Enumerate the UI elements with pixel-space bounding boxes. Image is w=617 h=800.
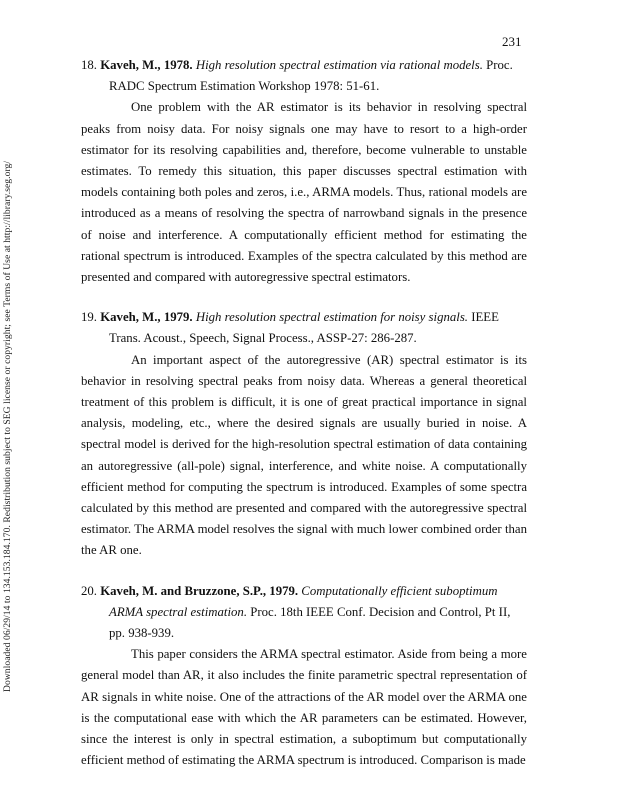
entry-source: Proc. 18th IEEE Conf. Decision and Control, Pt II, pp. 938-939. xyxy=(109,604,511,641)
citation xyxy=(81,307,527,349)
entry-number: 20. xyxy=(81,583,97,598)
entry-source: IEEE Trans. Acoust., Speech, Signal Process., ASSP-27: 286-287. xyxy=(109,310,499,346)
entry-authors: Kaveh, M., 1979. xyxy=(100,310,193,325)
entry-title: Computationally efficient suboptimum ARMA spectral estimation. xyxy=(109,583,498,619)
page-number: 231 xyxy=(502,34,522,49)
bibliography-entry-19 xyxy=(81,307,527,561)
citation xyxy=(81,581,527,645)
bibliography-entry-18 xyxy=(81,55,527,288)
entry-abstract: This paper considers the ARMA spectral estimator. Aside from being a more general model than AR, it also includes the finite parametric spectral representation of AR signals in white noise. One of the attractions of the AR model over the ARMA one is the computational ease with which the AR parameters can be estimated. However, since the interest is only in spectral estimation, a suboptimum but computationally efficient method of estimating the ARMA spectrum is introduced. Comparison is made xyxy=(81,647,527,768)
entry-title: High resolution spectral estimation for noisy signals. xyxy=(195,310,468,325)
download-margin-note: Downloaded 06/29/14 to 134.153.184.170. Redistribution subject to SEG license or copyright; see Terms of Use at http://library.seg.org/ xyxy=(2,160,13,692)
entry-number: 18. xyxy=(81,58,97,72)
entry-number: 19. xyxy=(81,310,97,325)
entry-title: High resolution spectral estimation via rational models. xyxy=(195,58,483,72)
entry-abstract: One problem with the AR estimator is its behavior in resolving spectral peaks from noisy data. For noisy signals one may have to resort to a high-order estimator for its resolving capabilities and, therefore, become vulnerable to unstable estimates. To remedy this situation, this paper discusses spectral estimation with models containing both poles and zeros, i.e., ARMA models. Thus, rational models are introduced as a means of resolving the spectra of narrowband signals in the presence of noise and interference. A computationally efficient method for estimating the rational spectrum is introduced. Examples of the spectra calculated by this method are presented and compared with autoregressive spectral estimators. xyxy=(81,100,527,285)
citation xyxy=(81,55,527,97)
bibliography-list xyxy=(81,55,527,772)
entry-source: Proc. RADC Spectrum Estimation Workshop 1978: 51-61. xyxy=(109,58,513,94)
entry-authors: Kaveh, M. and Bruzzone, S.P., 1979. xyxy=(100,583,299,598)
entry-authors: Kaveh, M., 1978. xyxy=(100,58,193,72)
entry-abstract: An important aspect of the autoregressive (AR) spectral estimator is its behavior in resolving spectral peaks from noisy data. Whereas a general theoretical treatment of this problem is difficult, it is one of great practical importance in signal analysis, modeling, etc., where the desired signals are usually buried in noise. A spectral model is derived for the high-resolution spectral estimation of data containing an autoregressive (all-pole) signal, interference, and white noise. A computationally efficient method for computing the spectrum is introduced. Examples of some spectra calculated by this method are presented and compared with the autoregressive spectral estimator. The ARMA model resolves the signal with much lower combined order than the AR one. xyxy=(81,352,527,558)
bibliography-entry-20 xyxy=(81,581,527,772)
